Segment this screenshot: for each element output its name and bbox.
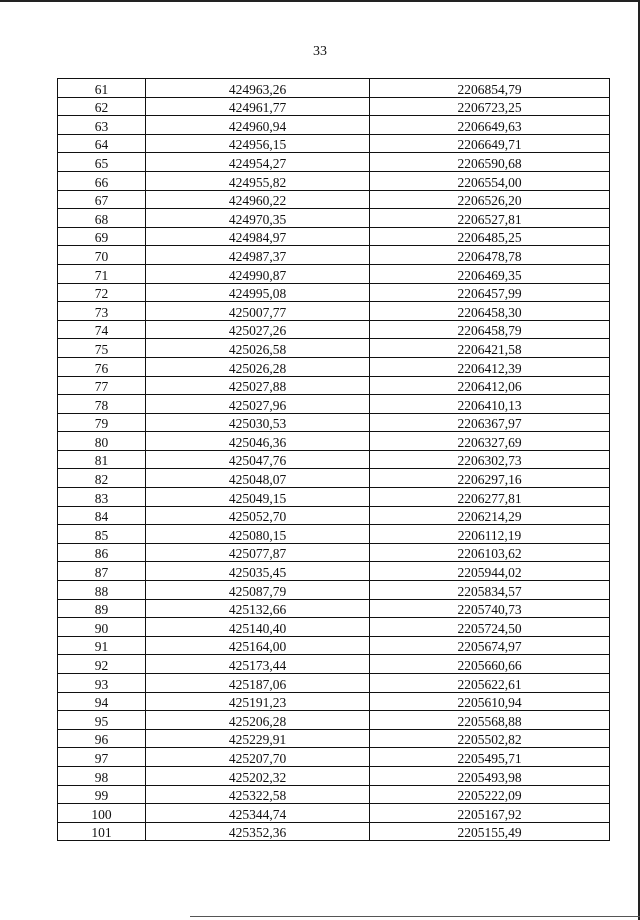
point-number-cell: 98 bbox=[58, 766, 146, 785]
table-row bbox=[58, 320, 610, 339]
x-coordinate-cell: 424954,27 bbox=[146, 153, 370, 172]
y-coordinate-cell: 2206526,20 bbox=[370, 190, 610, 209]
point-number-cell: 88 bbox=[58, 581, 146, 600]
y-coordinate-cell: 2206297,16 bbox=[370, 469, 610, 488]
point-number-cell: 93 bbox=[58, 674, 146, 693]
x-coordinate-cell: 425027,96 bbox=[146, 395, 370, 414]
table-row bbox=[58, 357, 610, 376]
point-number-cell: 79 bbox=[58, 413, 146, 432]
y-coordinate-cell: 2206854,79 bbox=[370, 79, 610, 98]
y-coordinate-cell: 2206590,68 bbox=[370, 153, 610, 172]
x-coordinate-cell: 425322,58 bbox=[146, 785, 370, 804]
y-coordinate-cell: 2206367,97 bbox=[370, 413, 610, 432]
point-number-cell: 73 bbox=[58, 302, 146, 321]
table-row bbox=[58, 618, 610, 637]
table-row bbox=[58, 581, 610, 600]
table-row bbox=[58, 171, 610, 190]
x-coordinate-cell: 424987,37 bbox=[146, 246, 370, 265]
y-coordinate-cell: 2206527,81 bbox=[370, 209, 610, 228]
x-coordinate-cell: 424956,15 bbox=[146, 134, 370, 153]
y-coordinate-cell: 2206723,25 bbox=[370, 97, 610, 116]
point-number-cell: 66 bbox=[58, 171, 146, 190]
point-number-cell: 95 bbox=[58, 711, 146, 730]
x-coordinate-cell: 425344,74 bbox=[146, 804, 370, 823]
table-row bbox=[58, 674, 610, 693]
point-number-cell: 96 bbox=[58, 729, 146, 748]
y-coordinate-cell: 2205724,50 bbox=[370, 618, 610, 637]
y-coordinate-cell: 2206277,81 bbox=[370, 488, 610, 507]
point-number-cell: 72 bbox=[58, 283, 146, 302]
table-row bbox=[58, 97, 610, 116]
coordinates-table-body bbox=[58, 79, 610, 841]
x-coordinate-cell: 424995,08 bbox=[146, 283, 370, 302]
x-coordinate-cell: 425047,76 bbox=[146, 450, 370, 469]
y-coordinate-cell: 2205674,97 bbox=[370, 636, 610, 655]
x-coordinate-cell: 425087,79 bbox=[146, 581, 370, 600]
table-row bbox=[58, 395, 610, 414]
x-coordinate-cell: 425049,15 bbox=[146, 488, 370, 507]
x-coordinate-cell: 425132,66 bbox=[146, 599, 370, 618]
table-row bbox=[58, 432, 610, 451]
y-coordinate-cell: 2205834,57 bbox=[370, 581, 610, 600]
point-number-cell: 65 bbox=[58, 153, 146, 172]
table-row bbox=[58, 804, 610, 823]
x-coordinate-cell: 425007,77 bbox=[146, 302, 370, 321]
x-coordinate-cell: 425207,70 bbox=[146, 748, 370, 767]
y-coordinate-cell: 2206485,25 bbox=[370, 227, 610, 246]
point-number-cell: 80 bbox=[58, 432, 146, 451]
y-coordinate-cell: 2205740,73 bbox=[370, 599, 610, 618]
table-row bbox=[58, 729, 610, 748]
y-coordinate-cell: 2206421,58 bbox=[370, 339, 610, 358]
table-row bbox=[58, 339, 610, 358]
y-coordinate-cell: 2205493,98 bbox=[370, 766, 610, 785]
table-row bbox=[58, 264, 610, 283]
y-coordinate-cell: 2205610,94 bbox=[370, 692, 610, 711]
point-number-cell: 78 bbox=[58, 395, 146, 414]
x-coordinate-cell: 425030,53 bbox=[146, 413, 370, 432]
table-row bbox=[58, 766, 610, 785]
y-coordinate-cell: 2206458,30 bbox=[370, 302, 610, 321]
y-coordinate-cell: 2205622,61 bbox=[370, 674, 610, 693]
y-coordinate-cell: 2206410,13 bbox=[370, 395, 610, 414]
y-coordinate-cell: 2205660,66 bbox=[370, 655, 610, 674]
point-number-cell: 64 bbox=[58, 134, 146, 153]
y-coordinate-cell: 2205155,49 bbox=[370, 822, 610, 841]
table-row bbox=[58, 636, 610, 655]
y-coordinate-cell: 2205495,71 bbox=[370, 748, 610, 767]
table-row bbox=[58, 302, 610, 321]
table-row bbox=[58, 190, 610, 209]
point-number-cell: 91 bbox=[58, 636, 146, 655]
y-coordinate-cell: 2206214,29 bbox=[370, 506, 610, 525]
table-row bbox=[58, 599, 610, 618]
x-coordinate-cell: 425077,87 bbox=[146, 543, 370, 562]
point-number-cell: 97 bbox=[58, 748, 146, 767]
table-row bbox=[58, 785, 610, 804]
y-coordinate-cell: 2205167,92 bbox=[370, 804, 610, 823]
table-row bbox=[58, 692, 610, 711]
point-number-cell: 68 bbox=[58, 209, 146, 228]
table-row bbox=[58, 562, 610, 581]
x-coordinate-cell: 425164,00 bbox=[146, 636, 370, 655]
page-border-bottom bbox=[190, 916, 640, 917]
y-coordinate-cell: 2206458,79 bbox=[370, 320, 610, 339]
table-row bbox=[58, 283, 610, 302]
y-coordinate-cell: 2205222,09 bbox=[370, 785, 610, 804]
x-coordinate-cell: 425202,32 bbox=[146, 766, 370, 785]
y-coordinate-cell: 2206649,63 bbox=[370, 116, 610, 135]
table-row bbox=[58, 506, 610, 525]
point-number-cell: 89 bbox=[58, 599, 146, 618]
x-coordinate-cell: 425027,88 bbox=[146, 376, 370, 395]
x-coordinate-cell: 424963,26 bbox=[146, 79, 370, 98]
x-coordinate-cell: 425229,91 bbox=[146, 729, 370, 748]
point-number-cell: 70 bbox=[58, 246, 146, 265]
y-coordinate-cell: 2205944,02 bbox=[370, 562, 610, 581]
point-number-cell: 76 bbox=[58, 357, 146, 376]
table-row bbox=[58, 79, 610, 98]
y-coordinate-cell: 2206412,06 bbox=[370, 376, 610, 395]
point-number-cell: 83 bbox=[58, 488, 146, 507]
y-coordinate-cell: 2206469,35 bbox=[370, 264, 610, 283]
table-row bbox=[58, 748, 610, 767]
x-coordinate-cell: 425046,36 bbox=[146, 432, 370, 451]
page-number: 33 bbox=[313, 44, 327, 59]
table-row bbox=[58, 450, 610, 469]
table-row bbox=[58, 116, 610, 135]
x-coordinate-cell: 425027,26 bbox=[146, 320, 370, 339]
point-number-cell: 69 bbox=[58, 227, 146, 246]
table-row bbox=[58, 469, 610, 488]
point-number-cell: 87 bbox=[58, 562, 146, 581]
point-number-cell: 84 bbox=[58, 506, 146, 525]
x-coordinate-cell: 425206,28 bbox=[146, 711, 370, 730]
x-coordinate-cell: 424970,35 bbox=[146, 209, 370, 228]
x-coordinate-cell: 425352,36 bbox=[146, 822, 370, 841]
x-coordinate-cell: 425080,15 bbox=[146, 525, 370, 544]
x-coordinate-cell: 425187,06 bbox=[146, 674, 370, 693]
table-row bbox=[58, 227, 610, 246]
x-coordinate-cell: 425191,23 bbox=[146, 692, 370, 711]
y-coordinate-cell: 2206457,99 bbox=[370, 283, 610, 302]
point-number-cell: 63 bbox=[58, 116, 146, 135]
point-number-cell: 94 bbox=[58, 692, 146, 711]
x-coordinate-cell: 424955,82 bbox=[146, 171, 370, 190]
y-coordinate-cell: 2205502,82 bbox=[370, 729, 610, 748]
point-number-cell: 85 bbox=[58, 525, 146, 544]
point-number-cell: 81 bbox=[58, 450, 146, 469]
point-number-cell: 82 bbox=[58, 469, 146, 488]
x-coordinate-cell: 425026,28 bbox=[146, 357, 370, 376]
x-coordinate-cell: 424990,87 bbox=[146, 264, 370, 283]
x-coordinate-cell: 425173,44 bbox=[146, 655, 370, 674]
x-coordinate-cell: 424984,97 bbox=[146, 227, 370, 246]
y-coordinate-cell: 2206112,19 bbox=[370, 525, 610, 544]
x-coordinate-cell: 424961,77 bbox=[146, 97, 370, 116]
point-number-cell: 92 bbox=[58, 655, 146, 674]
x-coordinate-cell: 424960,22 bbox=[146, 190, 370, 209]
point-number-cell: 101 bbox=[58, 822, 146, 841]
table-row bbox=[58, 153, 610, 172]
point-number-cell: 86 bbox=[58, 543, 146, 562]
point-number-cell: 77 bbox=[58, 376, 146, 395]
point-number-cell: 62 bbox=[58, 97, 146, 116]
x-coordinate-cell: 425140,40 bbox=[146, 618, 370, 637]
point-number-cell: 75 bbox=[58, 339, 146, 358]
point-number-cell: 67 bbox=[58, 190, 146, 209]
x-coordinate-cell: 425052,70 bbox=[146, 506, 370, 525]
y-coordinate-cell: 2206327,69 bbox=[370, 432, 610, 451]
point-number-cell: 100 bbox=[58, 804, 146, 823]
table-row bbox=[58, 209, 610, 228]
table-row bbox=[58, 525, 610, 544]
point-number-cell: 61 bbox=[58, 79, 146, 98]
x-coordinate-cell: 425048,07 bbox=[146, 469, 370, 488]
point-number-cell: 90 bbox=[58, 618, 146, 637]
x-coordinate-cell: 424960,94 bbox=[146, 116, 370, 135]
table-row bbox=[58, 376, 610, 395]
point-number-cell: 71 bbox=[58, 264, 146, 283]
x-coordinate-cell: 425026,58 bbox=[146, 339, 370, 358]
table-row bbox=[58, 822, 610, 841]
table-row bbox=[58, 543, 610, 562]
y-coordinate-cell: 2205568,88 bbox=[370, 711, 610, 730]
table-row bbox=[58, 711, 610, 730]
y-coordinate-cell: 2206302,73 bbox=[370, 450, 610, 469]
table-row bbox=[58, 655, 610, 674]
point-number-cell: 74 bbox=[58, 320, 146, 339]
y-coordinate-cell: 2206103,62 bbox=[370, 543, 610, 562]
x-coordinate-cell: 425035,45 bbox=[146, 562, 370, 581]
coordinates-table bbox=[57, 78, 610, 841]
y-coordinate-cell: 2206412,39 bbox=[370, 357, 610, 376]
table-row bbox=[58, 246, 610, 265]
table-row bbox=[58, 134, 610, 153]
page-border-top bbox=[0, 0, 640, 2]
table-row bbox=[58, 488, 610, 507]
point-number-cell: 99 bbox=[58, 785, 146, 804]
y-coordinate-cell: 2206554,00 bbox=[370, 171, 610, 190]
y-coordinate-cell: 2206478,78 bbox=[370, 246, 610, 265]
table-row bbox=[58, 413, 610, 432]
y-coordinate-cell: 2206649,71 bbox=[370, 134, 610, 153]
